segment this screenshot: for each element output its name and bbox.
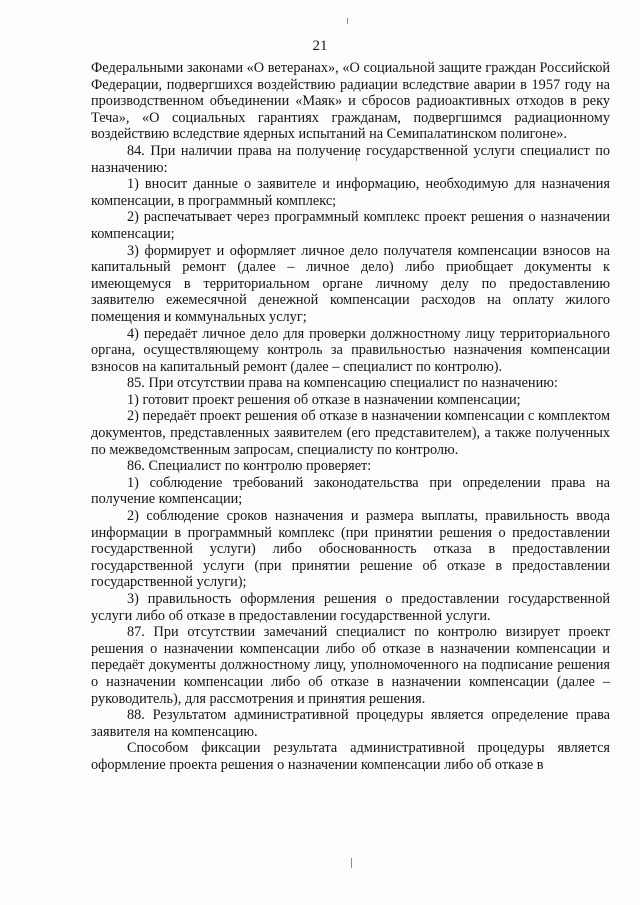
paragraph: 1) вносит данные о заявителе и информацию, необходимую для назначения компенсации, в программный комплекс; [91,176,610,209]
scan-artifact [351,858,352,868]
paragraph: 86. Специалист по контролю проверяет: [127,458,372,475]
paragraph: 87. При отсутствии замечаний специалист по контролю визирует проект решения о назначении компенсации либо об отказе в назначении компенсации и передаёт документы должностному лицу, уполномоченного на подписание решения о назначении компенсации либо об отказе в назначении компенсации (далее – руководитель), для рассмотрения и принятия решения. [91,624,610,707]
paragraph: 3) правильность оформления решения о предоставлении государственной услуги либо об отказе в предоставлении государственной услуги. [91,591,610,624]
paragraph: 85. При отсутствии права на компенсацию специалист по назначению: [127,375,558,392]
paragraph: 1) готовит проект решения об отказе в назначении компенсации; [127,391,521,408]
paragraph: 2) соблюдение сроков назначения и размера выплаты, правильность ввода информации в программный комплекс (при принятии решения о предоставлении государственной услуги) либо обоснованность отказа в предоставлении государственной услуги (при принятии решение об отказе в предоставлении государственной услуги); [91,508,610,591]
paragraph: 2) распечатывает через программный комплекс проект решения о назначении компенсации; [91,209,610,242]
paragraph: 3) формирует и оформляет личное дело получателя компенсации взносов на капитальный ремонт (далее – личное дело) либо приобщает документы к имеющемуся в территориальном органе личному делу по предоставлению заявителю ежемесячной денежной компенсации расходов на оплату жилого помещения и коммунальных услуг; [91,242,610,325]
page-number: 21 [312,38,328,54]
paragraph: Федеральными законами «О ветеранах», «О социальной защите граждан Российской Федерации, подвергшихся воздействию радиации вследствие аварии в 1957 году на производственном объединении «Маяк» и сбросов радиоактивных отходов в реку Теча», «О социальных гарантиях гражданам, подвергшимся радиационному воздействию вследствие ядерных испытаний на Семипалатинском полигоне». [91,60,610,143]
paragraph: 88. Результатом административной процедуры является определение права заявителя на компенсацию. [91,707,610,740]
paragraph: 84. При наличии права на получение государственной услуги специалист по назначению: [91,142,610,176]
document-body [91,60,610,774]
paragraph: 2) передаёт проект решения об отказе в назначении компенсации с комплектом документов, представленных заявителем (его представителем), а также полученных по межведомственным запросам, специалисту по контролю. [91,408,610,458]
paragraph: Способом фиксации результата административной процедуры является оформление проекта решения о назначении компенсации либо об отказе в [91,740,610,773]
paragraph: 1) соблюдение требований законодательства при определении права на получение компенсации; [91,474,610,508]
scan-artifact [347,18,348,24]
paragraph: 4) передаёт личное дело для проверки должностному лицу территориального органа, осуществляющему контроль за правильностью назначения компенсации взносов на капитальный ремонт (далее – специалист по контролю). [91,325,610,375]
